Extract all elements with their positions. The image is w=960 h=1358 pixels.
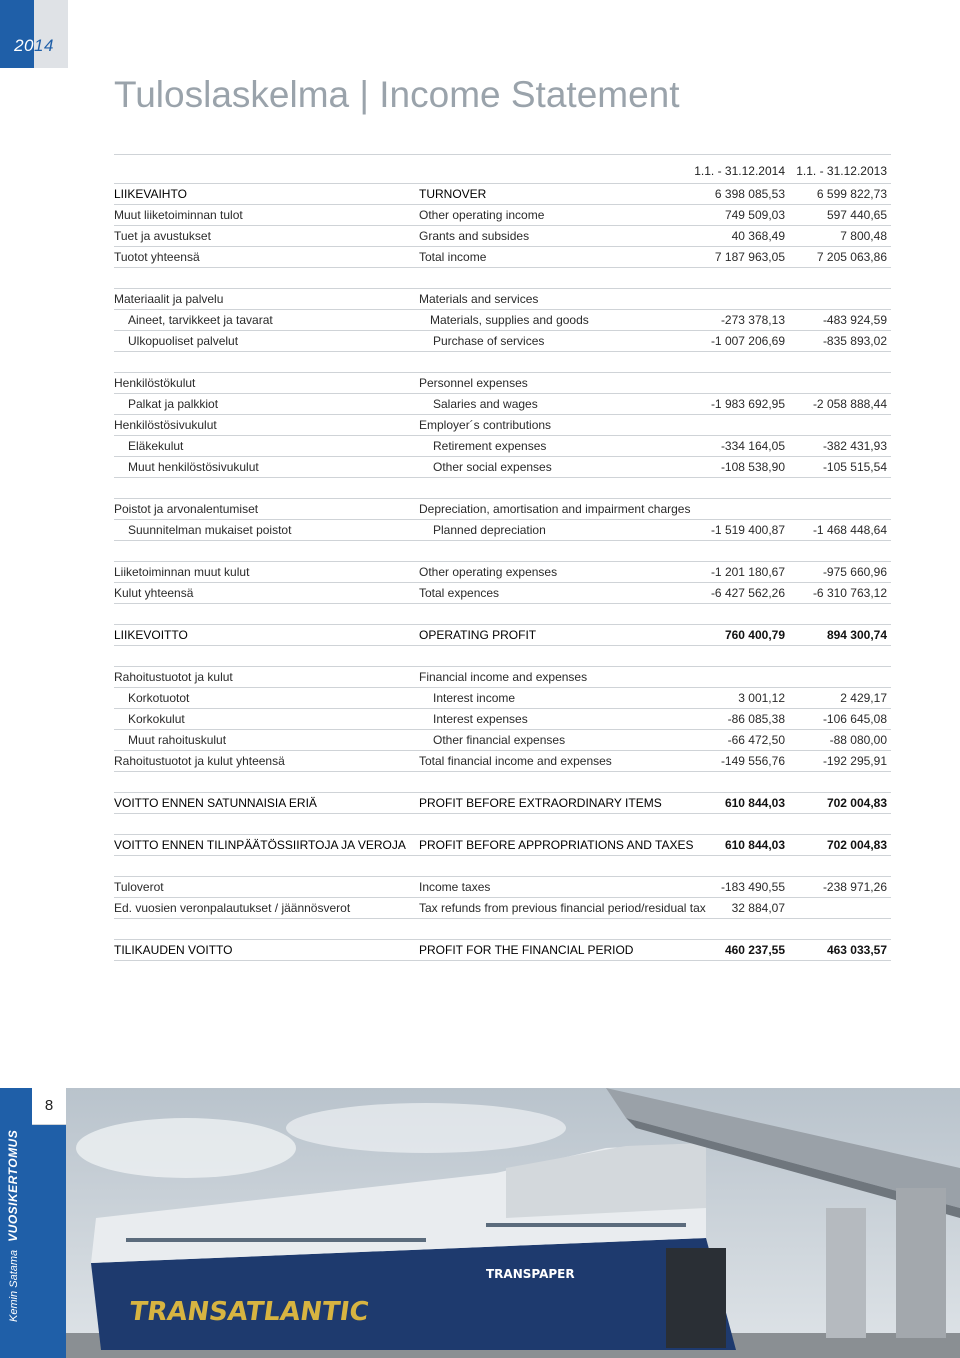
row-value-current: -149 556,76	[720, 754, 785, 768]
row-value-previous: 894 300,74	[826, 628, 887, 642]
row-label-en: Other social expenses	[433, 460, 552, 474]
row-label-fi: Aineet, tarvikkeet ja tavarat	[128, 313, 273, 327]
row-label-fi: Muut rahoituskulut	[128, 733, 227, 747]
row-label-fi: Materiaalit ja palvelu	[114, 292, 224, 306]
row-value-current: -66 472,50	[727, 733, 785, 747]
table-row	[114, 184, 891, 205]
row-label-en: Salaries and wages	[433, 397, 538, 411]
row-label-fi: Suunnitelman mukaiset poistot	[128, 523, 292, 537]
row-value-current: -1 983 692,95	[710, 397, 785, 411]
ship-windows	[486, 1223, 686, 1227]
row-label-en: Total income	[419, 250, 487, 264]
table-row	[114, 583, 891, 604]
row-label-fi: Tuotot yhteensä	[114, 250, 200, 264]
row-label-en: PROFIT BEFORE EXTRAORDINARY ITEMS	[419, 796, 662, 810]
table-row	[114, 793, 891, 814]
row-value-previous: -106 645,08	[822, 712, 887, 726]
table-spacer	[114, 352, 891, 373]
row-label-en: Total expences	[419, 586, 500, 600]
row-value-previous: 597 440,65	[826, 208, 887, 222]
cloud	[76, 1118, 296, 1178]
row-label-fi: TILIKAUDEN VOITTO	[114, 943, 233, 957]
row-label-fi: Henkilöstökulut	[114, 376, 196, 390]
ramp-pillar	[896, 1188, 946, 1338]
row-value-previous: -105 515,54	[822, 460, 887, 474]
row-value-previous: -192 295,91	[822, 754, 887, 768]
table-row	[114, 751, 891, 772]
table-row	[114, 436, 891, 457]
row-label-en: TURNOVER	[419, 187, 487, 201]
table-spacer	[114, 478, 891, 499]
publisher-name: Kemin Satama	[8, 1249, 20, 1322]
row-label-en: Planned depreciation	[433, 523, 546, 537]
year-tab-blue	[0, 0, 34, 68]
table-row	[114, 331, 891, 352]
row-label-en: Other operating income	[419, 208, 545, 222]
ship-photo-illustration	[66, 1088, 960, 1358]
row-label-fi: Palkat ja palkkiot	[128, 397, 219, 411]
row-value-current: 3 001,12	[738, 691, 785, 705]
row-label-en: Grants and subsides	[419, 229, 530, 243]
table-row	[114, 499, 891, 520]
table-row	[114, 310, 891, 331]
table-row	[114, 688, 891, 709]
row-label-fi: Poistot ja arvonalentumiset	[114, 502, 259, 516]
row-value-previous: 2 429,17	[840, 691, 887, 705]
row-value-current: -273 378,13	[720, 313, 785, 327]
row-value-previous: 6 599 822,73	[816, 187, 887, 201]
ship-name: TRANSATLANTIC	[127, 1297, 371, 1327]
row-label-en: Materials, supplies and goods	[430, 313, 589, 327]
row-value-current: -86 085,38	[727, 712, 785, 726]
row-label-en: Employer´s contributions	[419, 418, 552, 432]
table-spacer	[114, 814, 891, 835]
row-value-current: 610 844,03	[724, 796, 785, 810]
table-spacer	[114, 772, 891, 793]
ship-photo	[66, 1088, 960, 1358]
page-title: Tuloslaskelma | Income Statement	[114, 74, 680, 115]
row-label-en: PROFIT FOR THE FINANCIAL PERIOD	[419, 943, 634, 957]
row-value-previous: -88 080,00	[829, 733, 887, 747]
row-label-fi: Henkilöstösivukulut	[114, 418, 217, 432]
row-value-current: 6 398 085,53	[714, 187, 785, 201]
table-row	[114, 667, 891, 688]
row-value-previous: -382 431,93	[822, 439, 887, 453]
table-row	[114, 625, 891, 646]
row-label-fi: Ulkopuoliset palvelut	[128, 334, 239, 348]
row-label-en: Retirement expenses	[433, 439, 547, 453]
row-value-current: -1 007 206,69	[710, 334, 785, 348]
row-label-fi: LIIKEVAIHTO	[114, 187, 187, 201]
table-row	[114, 226, 891, 247]
table-header	[114, 161, 891, 184]
row-label-en: Purchase of services	[433, 334, 545, 348]
row-value-current: 610 844,03	[724, 838, 785, 852]
row-value-previous: -483 924,59	[822, 313, 887, 327]
table-row	[114, 835, 891, 856]
row-label-en: Interest income	[433, 691, 516, 705]
table-row	[114, 898, 891, 919]
column-current-period: 1.1. - 31.12.2014	[694, 164, 785, 178]
row-label-en: Financial income and expenses	[419, 670, 588, 684]
row-label-fi: Tuet ja avustukset	[114, 229, 211, 243]
row-value-current: -183 490,55	[720, 880, 785, 894]
title-divider	[114, 154, 891, 155]
row-label-fi: Muut henkilöstösivukulut	[128, 460, 259, 474]
side-caption	[6, 1130, 20, 1322]
row-label-en: Other financial expenses	[433, 733, 566, 747]
row-label-fi: Korkokulut	[128, 712, 185, 726]
row-value-current: 760 400,79	[724, 628, 785, 642]
ramp-pillar	[826, 1208, 866, 1338]
year-tab-grey	[34, 0, 68, 68]
ship-windows	[126, 1238, 426, 1242]
row-value-previous: 702 004,83	[826, 838, 887, 852]
row-label-en: Total financial income and expenses	[419, 754, 612, 768]
row-label-fi: LIIKEVOITTO	[114, 628, 188, 642]
table-spacer	[114, 856, 891, 877]
ship-stern-opening	[666, 1248, 726, 1348]
report-name: VUOSIKERTOMUS	[6, 1129, 20, 1242]
row-value-current: 7 187 963,05	[714, 250, 785, 264]
row-value-previous: 463 033,57	[826, 943, 887, 957]
row-label-fi: Muut liiketoiminnan tulot	[114, 208, 243, 222]
year-label	[0, 36, 68, 56]
row-label-fi: Tuloverot	[114, 880, 164, 894]
table-spacer	[114, 268, 891, 289]
row-label-en: PROFIT BEFORE APPROPRIATIONS AND TAXES	[419, 838, 694, 852]
row-label-fi: Kulut yhteensä	[114, 586, 194, 600]
row-value-previous: 7 205 063,86	[816, 250, 887, 264]
table-row	[114, 940, 891, 961]
cloud	[286, 1103, 566, 1153]
row-label-fi: Liiketoiminnan muut kulut	[114, 565, 250, 579]
row-label-en: Tax refunds from previous financial period/residual tax	[419, 901, 706, 915]
row-value-current: 749 509,03	[724, 208, 785, 222]
table-row	[114, 394, 891, 415]
row-label-fi: VOITTO ENNEN SATUNNAISIA ERIÄ	[114, 796, 317, 810]
row-label-en: Interest expenses	[433, 712, 528, 726]
table-row	[114, 415, 891, 436]
row-value-current: 460 237,55	[724, 943, 785, 957]
row-label-fi: VOITTO ENNEN TILINPÄÄTÖSSIIRTOJA JA VEROJA	[114, 838, 406, 852]
row-value-previous: -2 058 888,44	[812, 397, 887, 411]
row-label-fi: Rahoitustuotot ja kulut yhteensä	[114, 754, 285, 768]
table-spacer	[114, 646, 891, 667]
table-row	[114, 562, 891, 583]
row-label-en: OPERATING PROFIT	[419, 628, 537, 642]
row-value-previous: 702 004,83	[826, 796, 887, 810]
row-value-previous: -1 468 448,64	[812, 523, 887, 537]
table-row	[114, 457, 891, 478]
year-label-part-a: 20	[14, 36, 34, 55]
table-spacer	[114, 919, 891, 940]
row-value-current: -1 519 400,87	[710, 523, 785, 537]
table-row	[114, 373, 891, 394]
income-statement-table	[114, 161, 891, 961]
row-value-current: -108 538,90	[720, 460, 785, 474]
row-value-previous: 7 800,48	[840, 229, 887, 243]
row-label-fi: Ed. vuosien veronpalautukset / jäännösverot	[114, 901, 351, 915]
table-row	[114, 709, 891, 730]
row-label-en: Personnel expenses	[419, 376, 528, 390]
row-value-current: -334 164,05	[720, 439, 785, 453]
ship-logo: TRANSPAPER	[486, 1267, 575, 1281]
row-value-previous: -238 971,26	[822, 880, 887, 894]
page-number: 8	[44, 1097, 54, 1114]
table-spacer	[114, 541, 891, 562]
table-row	[114, 205, 891, 226]
year-tab	[0, 0, 68, 68]
row-label-en: Other operating expenses	[419, 565, 558, 579]
column-previous-period: 1.1. - 31.12.2013	[796, 164, 887, 178]
year-label-part-b: 14	[34, 36, 54, 55]
table-row	[114, 877, 891, 898]
row-value-previous: -6 310 763,12	[812, 586, 887, 600]
row-value-current: 32 884,07	[731, 901, 785, 915]
table-spacer	[114, 604, 891, 625]
row-label-fi: Rahoitustuotot ja kulut	[114, 670, 233, 684]
row-value-current: -6 427 562,26	[710, 586, 785, 600]
row-label-en: Depreciation, amortisation and impairment charges	[419, 502, 691, 516]
row-label-fi: Korkotuotot	[128, 691, 190, 705]
row-value-previous: -975 660,96	[822, 565, 887, 579]
table-row	[114, 730, 891, 751]
row-label-en: Income taxes	[419, 880, 491, 894]
row-label-en: Materials and services	[419, 292, 539, 306]
row-label-fi: Eläkekulut	[128, 439, 184, 453]
table-row	[114, 289, 891, 310]
table-row	[114, 520, 891, 541]
row-value-previous: -835 893,02	[822, 334, 887, 348]
row-value-current: -1 201 180,67	[710, 565, 785, 579]
row-value-current: 40 368,49	[731, 229, 785, 243]
table-row	[114, 247, 891, 268]
